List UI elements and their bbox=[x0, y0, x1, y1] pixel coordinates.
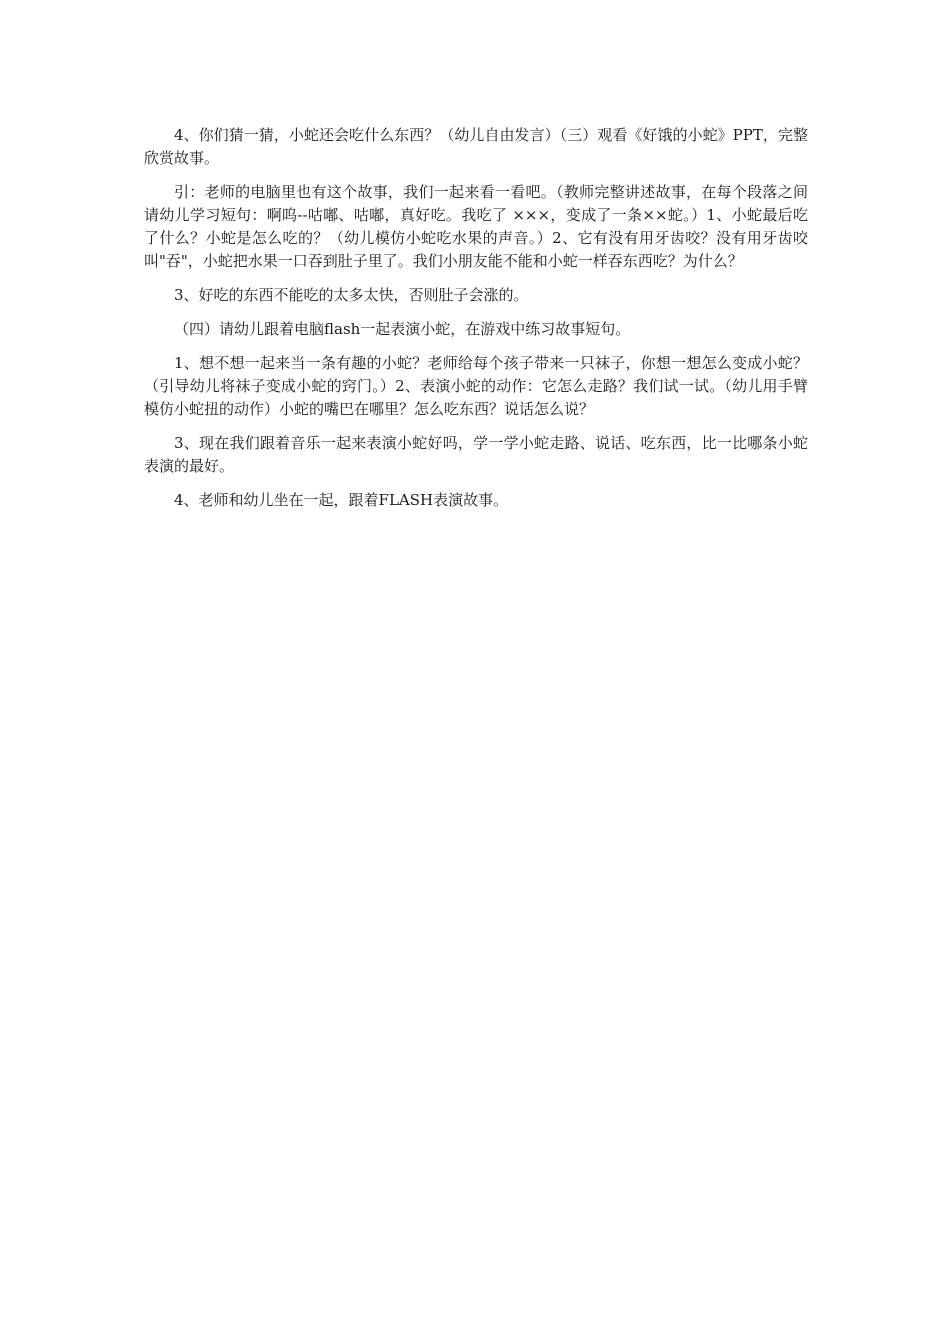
paragraph-section-four: （四）请幼儿跟着电脑flash一起表演小蛇，在游戏中练习故事短句。 bbox=[174, 320, 631, 338]
paragraph-teacher-story: 引：老师的电脑里也有这个故事，我们一起来看一看吧。（教师完整讲述故事，在每个段落之间请幼儿学习短句：啊呜--咕嘟、咕嘟，真好吃。我吃了 ×××，变成了一条××蛇。）1、小蛇最后吃了什么？小蛇是怎么吃的？（幼儿模仿小蛇吃水果的声音。）2、它有没有用牙齿咬？没有用牙齿咬叫"吞"，小蛇把水果一口吞到肚子里了。我们小朋友能不能和小蛇一样吞东西吃？为什么？ bbox=[144, 183, 808, 270]
paragraph-music-performance: 3、现在我们跟着音乐一起来表演小蛇好吗，学一学小蛇走路、说话、吃东西，比一比哪条小蛇表演的最好。 bbox=[144, 434, 808, 475]
paragraph-guess-food: 4、你们猜一猜，小蛇还会吃什么东西？（幼儿自由发言）（三）观看《好饿的小蛇》PPT，完整欣赏故事。 bbox=[144, 126, 808, 167]
paragraph-flash-story: 4、老师和幼儿坐在一起，跟着FLASH表演故事。 bbox=[174, 491, 509, 509]
document-body bbox=[144, 124, 808, 523]
paragraph-eat-slowly: 3、好吃的东西不能吃的太多太快，否则肚子会涨的。 bbox=[174, 286, 529, 304]
paragraph-sock-snake: 1、想不想一起来当一条有趣的小蛇？老师给每个孩子带来一只袜子，你想一想怎么变成小蛇？（引导幼儿将袜子变成小蛇的窍门。）2、表演小蛇的动作：它怎么走路？我们试一试。（幼儿用手臂模仿小蛇扭的动作）小蛇的嘴巴在哪里？怎么吃东西？说话怎么说？ bbox=[144, 354, 808, 418]
